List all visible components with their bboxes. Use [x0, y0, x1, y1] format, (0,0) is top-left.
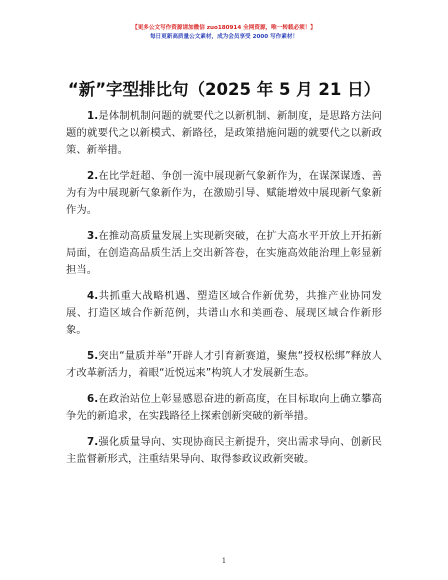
paragraph-5: [66, 348, 382, 382]
paragraph-number: 1.: [87, 110, 99, 122]
paragraph-number: 3.: [87, 230, 99, 242]
paragraph-6: [66, 391, 382, 425]
paragraph-1: [66, 108, 382, 159]
paragraph-number: 6.: [87, 393, 99, 405]
document-body: [66, 108, 382, 477]
paragraph-4: [66, 288, 382, 339]
paragraph-text: 在比学赶超、争创一流中展现新气象新作为，在谋深谋透、善为有为中展现新气象新作为，在激励引导、赋能增效中展现新气象新作为。: [66, 170, 382, 216]
promo-banner-line-2: 每日更新高质量公文素材，成为会员享受 2000 写作素材！: [149, 34, 299, 40]
document-title: “新”字型排比句（2025 年 5 月 21 日）: [67, 80, 381, 99]
paragraph-text: 是体制机制问题的就要代之以新机制、新制度，是思路方法问题的就要代之以新模式、新路径，是政策措施问题的就要代之以新政策、新举措。: [66, 110, 382, 156]
paragraph-3: [66, 228, 382, 279]
paragraph-number: 7.: [87, 436, 99, 448]
paragraph-2: [66, 168, 382, 219]
paragraph-7: [66, 434, 382, 468]
promo-banner-line-1: 【更多公文写作资源请加微信 zuo180914 全网资源，唯一转载必须！】: [132, 25, 316, 31]
paragraph-text: 共抓重大战略机遇、塑造区域合作新优势，共推产业协同发展、打造区域合作新范例，共谱山水和美画卷、展现区域合作新形象。: [66, 290, 382, 336]
paragraph-number: 4.: [87, 290, 99, 302]
paragraph-number: 2.: [87, 170, 99, 182]
page-number: 1: [221, 557, 227, 565]
paragraph-text: 在推动高质量发展上实现新突破，在扩大高水平开放上开拓新局面，在创造高品质生活上交出新答卷，在实施高效能治理上彰显新担当。: [66, 230, 382, 276]
paragraph-text: 在政治站位上彰显感恩奋进的新高度，在目标取向上确立攀高争先的新追求，在实践路径上探索创新突破的新举措。: [66, 393, 382, 422]
paragraph-number: 5.: [87, 350, 99, 362]
paragraph-text: 强化质量导向、实现协商民主新提升，突出需求导向、创新民主监督新形式，注重结果导向、取得参政议政新突破。: [66, 436, 382, 465]
paragraph-text: 突出“量质并举”开辟人才引育新赛道，聚焦“授权松绑”释放人才改革新活力，着眼“近悦远来”构筑人才发展新生态。: [66, 350, 382, 379]
